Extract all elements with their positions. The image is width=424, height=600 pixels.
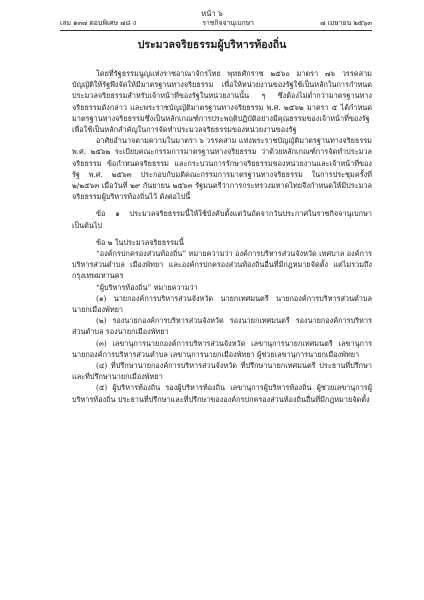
volume-label: เล่ม ๑๓๗ ตอนพิเศษ ๗๘ ง [60, 19, 137, 27]
subitem-3: (๓) เลขานุการนายกองค์การบริหารส่วนจังหวัด เลขานุการนายกเทศมนตรี เลขานุการนายกองค์การบริหารส่วนตำบล เลขานุการนายกเมืองพัทยา ผู้ช่วยเลขานุการนายกเมืองพัทยา [72, 338, 372, 359]
preamble-paragraph: โดยที่รัฐธรรมนูญแห่งราชอาณาจักรไทย พุทธศักราช ๒๕๖๐ มาตรา ๗๖ วรรคสาม บัญญัติให้รัฐพึงจัดให้มีมาตรฐานทางจริยธรรม เพื่อให้หน่วยงานของรัฐใช้เป็นหลักในการกำหนดประมวลจริยธรรมสำหรับเจ้าหน้าที่ของรัฐในหน่วยงานนั้น ๆ ซึ่งต้องไม่ต่ำกว่ามาตรฐานทางจริยธรรมดังกล่าว และพระราชบัญญัติมาตรฐานทางจริยธรรม พ.ศ. ๒๕๖๒ มาตรา ๕ ได้กำหนดมาตรฐานทางจริยธรรมซึ่งเป็นหลักเกณฑ์การประพฤติปฏิบัติอย่างมีคุณธรรมของเจ้าหน้าที่ของรัฐ เพื่อใช้เป็นหลักสำคัญในการจัดทำประมวลจริยธรรมของหน่วยงานของรัฐ [72, 69, 372, 135]
subitem-5: (๕) ผู้บริหารท้องถิ่น รองผู้บริหารท้องถิ่น เลขานุการผู้บริหารท้องถิ่น ผู้ช่วยเลขานุการผู้บริหารท้องถิ่น ประธานที่ปรึกษาและที่ปรึกษาขององค์กรปกครองส่วนท้องถิ่นอื่นที่มีกฎหมายจัดตั้ง [72, 383, 372, 404]
clause-1: ข้อ ๑ ประมวลจริยธรรมนี้ให้ใช้บังคับตั้งแต่วันถัดจากวันประกาศในราชกิจจานุเบกษาเป็นต้นไป [72, 209, 372, 230]
gazette-name: ราชกิจจานุเบกษา [202, 19, 255, 27]
header-rule [60, 30, 372, 31]
subitem-4: (๔) ที่ปรึกษานายกองค์การบริหารส่วนจังหวัด ที่ปรึกษานายกเทศมนตรี ประธานที่ปรึกษา และที่ปรึกษานายกเมืองพัทยา [72, 361, 372, 382]
clause-2: ข้อ ๒ ในประมวลจริยธรรมนี้ [96, 237, 184, 247]
publication-date: ๗ เมษายน ๒๕๖๓ [320, 19, 372, 27]
document-title: ประมวลจริยธรรมผู้บริหารท้องถิ่น [137, 39, 287, 51]
document-body [72, 68, 372, 405]
definition-local-executive: “ผู้บริหารท้องถิ่น” หมายความว่า [96, 282, 198, 292]
authority-paragraph: อาศัยอำนาจตามความในมาตรา ๖ วรรคสาม แห่งพระราชบัญญัติมาตรฐานทางจริยธรรม พ.ศ. ๒๕๖๒ ระเบียบคณะกรรมการมาตรฐานทางจริยธรรม ว่าด้วยหลักเกณฑ์การจัดทำประมวลจริยธรรม ข้อกำหนดจริยธรรม และกระบวนการรักษาจริยธรรมของหน่วยงานและเจ้าหน้าที่ของรัฐ พ.ศ. ๒๕๖๓ ประกอบกับมติคณะกรรมการมาตรฐานทางจริยธรรม ในการประชุมครั้งที่ ๒/๒๕๖๓ เมื่อวันที่ ๒๙ กันยายน ๒๕๖๓ รัฐมนตรีว่าการกระทรวงมหาดไทยจึงกำหนดให้มีประมวลจริยธรรมผู้บริหารท้องถิ่นไว้ ดังต่อไปนี้ [72, 136, 372, 202]
page-number: หน้า ๖ [201, 9, 223, 18]
subitem-2: (๒) รองนายกองค์การบริหารส่วนจังหวัด รองนายกเทศมนตรี รองนายกองค์การบริหารส่วนตำบล รองนายกเมืองพัทยา [72, 316, 372, 337]
page-header [60, 18, 372, 29]
definition-local-government: “องค์กรปกครองส่วนท้องถิ่น” หมายความว่า องค์การบริหารส่วนจังหวัด เทศบาล องค์การบริหารส่วนตำบล เมืองพัทยา และองค์กรปกครองส่วนท้องถิ่นอื่นที่มีกฎหมายจัดตั้ง แต่ไม่รวมถึงกรุงเทพมหานคร [72, 249, 372, 281]
subitem-1: (๑) นายกองค์การบริหารส่วนจังหวัด นายกเทศมนตรี นายกองค์การบริหารส่วนตำบล นายกเมืองพัทยา [72, 293, 372, 315]
